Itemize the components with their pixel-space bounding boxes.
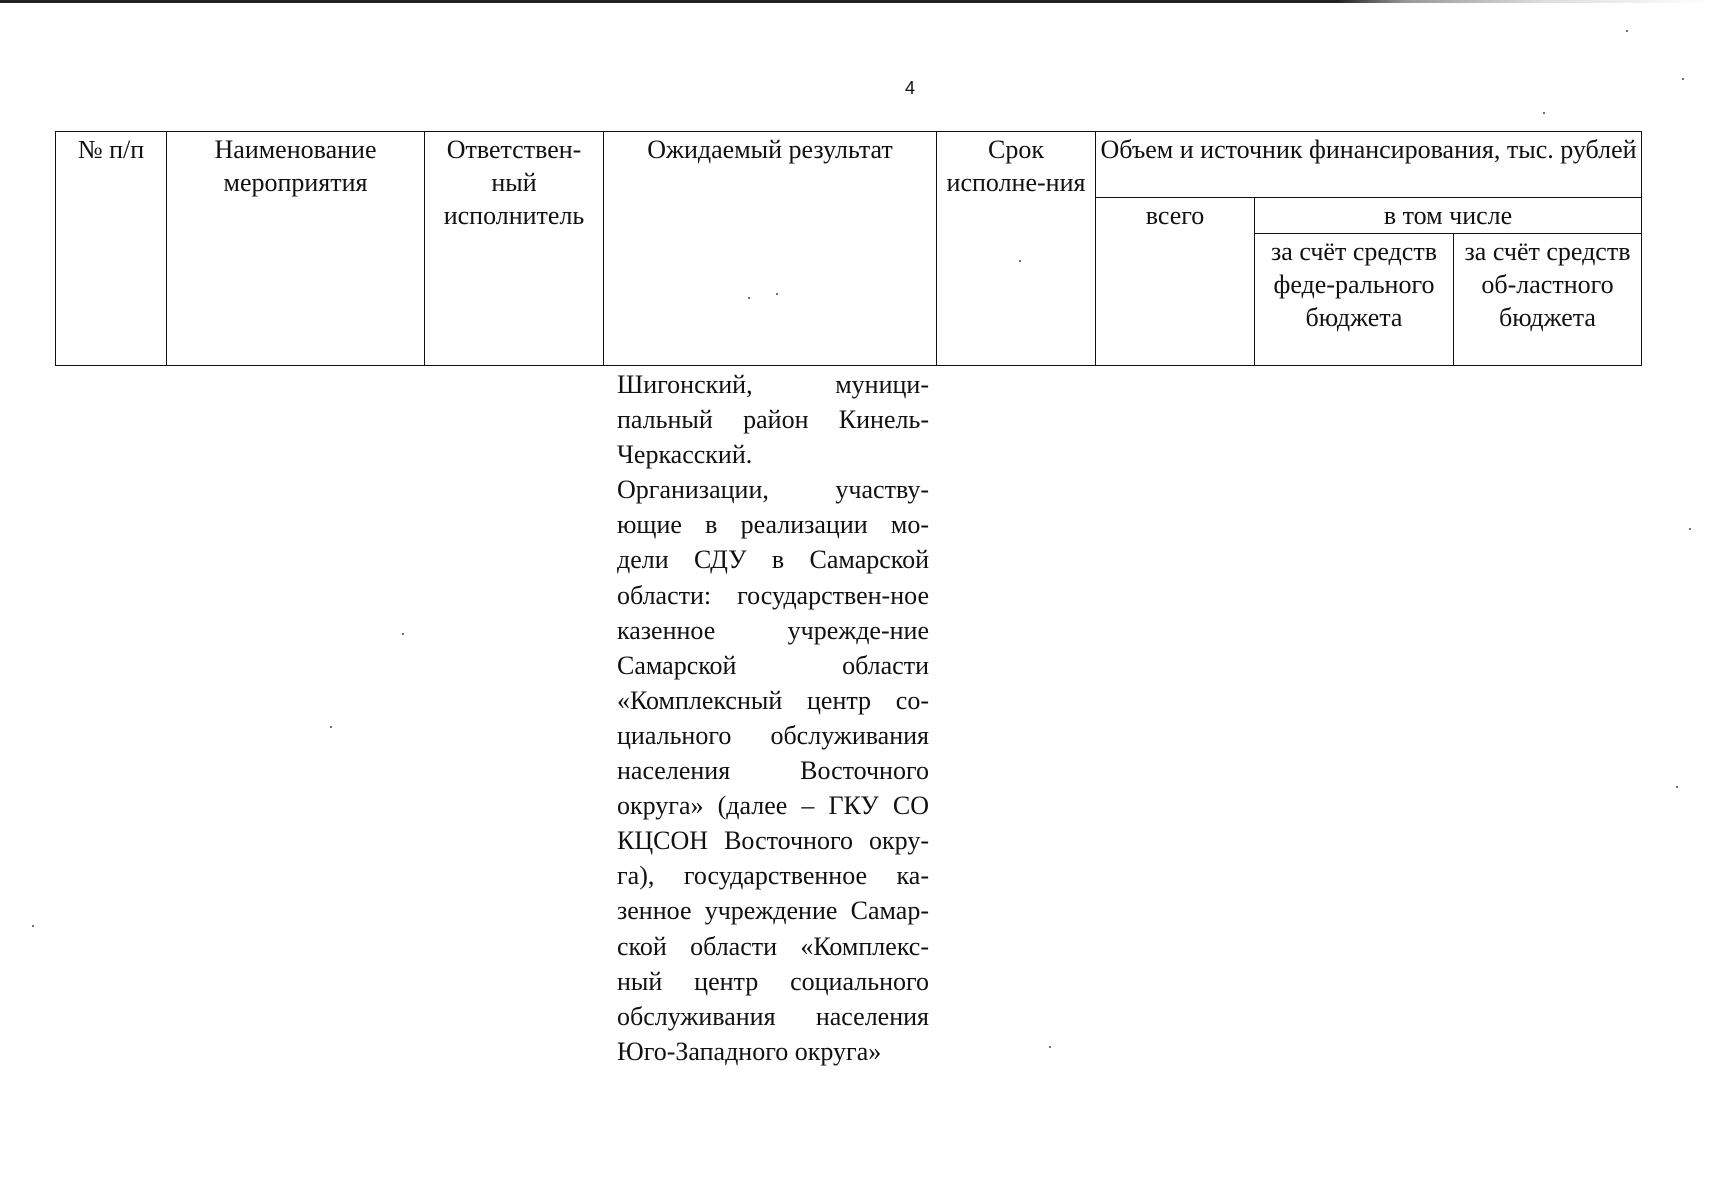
col-header-regional: за счёт средств об-ластного бюджета [1454,234,1642,366]
page-number: 4 [904,78,915,98]
scan-speck [1626,30,1628,32]
col-header-result: Ожидаемый результат [604,132,937,366]
scan-speck [1682,78,1684,80]
col-header-total: всего [1096,198,1255,366]
scan-speck [776,293,778,295]
col-header-including: в том числе [1255,198,1642,234]
col-header-funding: Объем и источник финансирования, тыс. рублей [1096,132,1642,198]
scan-speck [330,726,332,728]
continuation-paragraph: Организации, участву-ющие в реализации мо-дели СДУ в Самарской области: государствен-ное казенное учрежде-ние Самарской области «Комплексный центр со-циального обслуживания населения Восточного округа» (далее – ГКУ СО КЦСОН Восточного окру-га), государственное ка-зенное учреждение Самар-ской области «Комплекс-ный центр социального обслуживания населения Юго-Западного округа» [617,475,929,1066]
col-header-deadline: Срок исполне-ния [937,132,1096,366]
continuation-paragraph: Шигонский, муници-пальный район Кинель-Черкасский. [617,370,929,470]
scan-top-edge [0,0,1715,3]
scan-speck [1049,1046,1051,1048]
scan-speck [1689,528,1691,530]
col-header-executor: Ответствен-ный исполнитель [425,132,604,366]
plan-table-header [55,131,1642,366]
scan-speck [1543,112,1545,114]
scan-speck [748,297,750,299]
scan-speck [402,633,404,635]
scan-speck [1019,260,1021,262]
col-header-number: № п/п [56,132,167,366]
scan-speck [32,925,34,927]
expected-result-continuation [617,367,929,1069]
col-header-name: Наименование мероприятия [167,132,425,366]
scan-speck [1676,786,1678,788]
col-header-federal: за счёт средств феде-рального бюджета [1255,234,1454,366]
